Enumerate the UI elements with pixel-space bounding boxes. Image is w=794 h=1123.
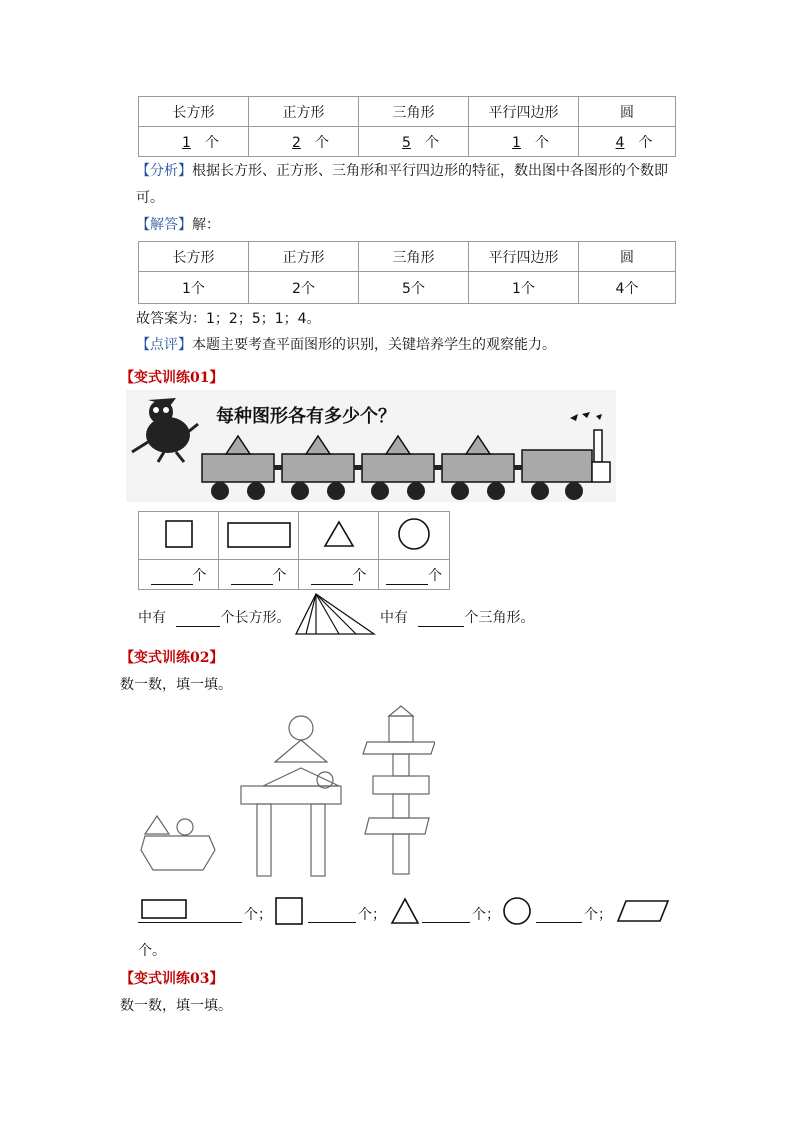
header-circle: 圆 — [579, 97, 676, 127]
answer-cell: 2个 — [249, 272, 359, 304]
circle-icon — [502, 896, 532, 926]
parallelogram-icon — [616, 898, 672, 924]
rectangle-icon — [226, 519, 292, 549]
comment-line — [136, 334, 556, 354]
unit-sep: 个； — [358, 907, 386, 923]
square-icon — [274, 896, 304, 926]
exercise-01-title: 【变式训练01】 — [120, 370, 224, 386]
header-rectangle: 长方形 — [139, 242, 249, 272]
header-triangle: 三角形 — [359, 242, 469, 272]
blank-rectangles[interactable] — [138, 908, 242, 923]
analysis-line-1 — [136, 160, 696, 180]
blank-cell[interactable]: 个 — [139, 560, 219, 590]
exercise-02-title: 【变式训练02】 — [120, 650, 224, 666]
shape-count-table-answer — [138, 241, 676, 304]
answer-blank-triangles[interactable] — [418, 612, 464, 627]
header-circle: 圆 — [579, 242, 676, 272]
exercise-02-last: 个。 — [138, 943, 166, 959]
analysis-line-2: 可。 — [136, 190, 164, 206]
unit-sep: 个； — [244, 907, 272, 923]
answer-blank-rectangles[interactable] — [176, 612, 220, 627]
header-square: 正方形 — [249, 242, 359, 272]
prefix-b: 中有 — [380, 610, 408, 626]
blank-circles[interactable] — [536, 908, 582, 923]
blank-triangles[interactable] — [422, 908, 470, 923]
triangle-icon — [322, 519, 356, 549]
answer-cell: 1 个 — [469, 127, 579, 157]
answer-cell: 5个 — [359, 272, 469, 304]
analysis-text: 根据长方形、正方形、三角形和平行四边形的特征，数出图中各图形的个数即 — [192, 163, 668, 179]
answer-cell: 4 个 — [579, 127, 676, 157]
square-cell — [139, 512, 219, 560]
comment-text: 本题主要考查平面图形的识别，关键培养学生的观察能力。 — [192, 337, 556, 353]
answer-cell: 1 个 — [139, 127, 249, 157]
answer-cell: 2 个 — [249, 127, 359, 157]
unit-sep: 个； — [584, 907, 612, 923]
comment-tag: 【点评】 — [136, 337, 192, 353]
answer-cell: 5 个 — [359, 127, 469, 157]
triangle-icon — [390, 896, 420, 926]
block-building-figure — [137, 700, 435, 884]
solution-line — [136, 214, 220, 234]
unit-sep: 个； — [472, 907, 500, 923]
blank-cell[interactable]: 个 — [219, 560, 299, 590]
exercise-01-table — [138, 511, 450, 590]
header-triangle: 三角形 — [359, 97, 469, 127]
blank-cell[interactable]: 个 — [299, 560, 379, 590]
analysis-tag: 【分析】 — [136, 163, 192, 179]
exercise-01-line — [138, 607, 290, 627]
banner-text: 每种图形各有多少个？ — [216, 406, 396, 427]
header-rectangle: 长方形 — [139, 97, 249, 127]
split-triangle-figure — [294, 592, 376, 636]
circle-cell — [379, 512, 450, 560]
blank-cell[interactable]: 个 — [379, 560, 450, 590]
triangle-cell — [299, 512, 379, 560]
header-parallelogram: 平行四边形 — [469, 97, 579, 127]
rectangle-cell — [219, 512, 299, 560]
suffix-b: 个三角形。 — [464, 610, 535, 626]
blank-squares[interactable] — [308, 908, 356, 923]
answer-cell: 4个 — [579, 272, 676, 304]
solution-tag: 【解答】 — [136, 217, 192, 233]
exercise-02-answers — [138, 896, 688, 932]
shape-count-table-question — [138, 96, 676, 157]
prefix-a: 中有 — [138, 610, 166, 626]
circle-icon — [397, 517, 431, 551]
header-square: 正方形 — [249, 97, 359, 127]
exercise-03-title: 【变式训练03】 — [120, 971, 224, 987]
suffix-a: 个长方形。 — [220, 610, 291, 626]
header-parallelogram: 平行四边形 — [469, 242, 579, 272]
solution-text: 解： — [192, 217, 220, 233]
answer-cell: 1个 — [469, 272, 579, 304]
train-illustration — [126, 390, 616, 502]
exercise-02-instruction: 数一数，填一填。 — [120, 677, 232, 693]
exercise-01-line-b — [380, 607, 534, 627]
final-answer: 故答案为：1；2；5；1；4。 — [136, 311, 321, 327]
answer-cell: 1个 — [139, 272, 249, 304]
exercise-03-instruction: 数一数，填一填。 — [120, 998, 232, 1014]
square-icon — [164, 519, 194, 549]
